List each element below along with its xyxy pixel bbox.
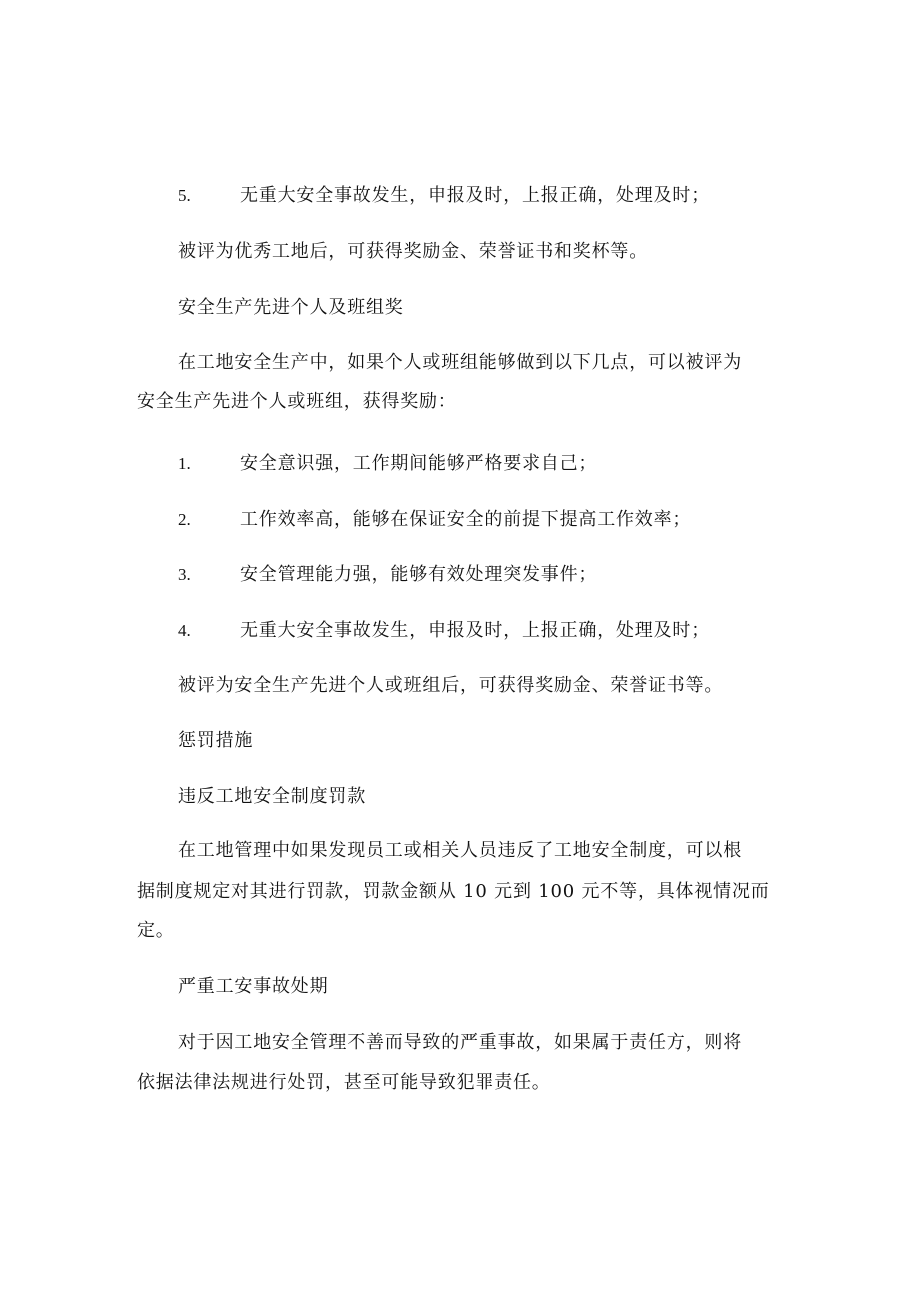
- list-item-text: 安全意识强，工作期间能够严格要求自己；: [240, 453, 598, 474]
- paragraph-fine-line-2: 据制度规定对其进行罚款，罚款金额从 10 元到 100 元不等，具体视情况而: [137, 881, 770, 902]
- section-title-individual-award: 安全生产先进个人及班组奖: [178, 297, 404, 318]
- subsection-title-fine: 违反工地安全制度罚款: [178, 786, 366, 807]
- subsection-title-accident: 严重工安事故处期: [178, 976, 329, 997]
- paragraph-fine-line-1: 在工地管理中如果发现员工或相关人员违反了工地安全制度，可以根: [178, 840, 742, 861]
- paragraph-award-site: 被评为优秀工地后，可获得奖励金、荣誉证书和奖杯等。: [178, 241, 648, 262]
- paragraph-intro-line-1: 在工地安全生产中，如果个人或班组能够做到以下几点，可以被评为: [178, 352, 742, 373]
- list-item-text: 无重大安全事故发生，申报及时，上报正确，处理及时；: [240, 185, 710, 206]
- paragraph-award-individual: 被评为安全生产先进个人或班组后，可获得奖励金、荣誉证书等。: [178, 675, 724, 696]
- section-title-penalty: 惩罚措施: [178, 730, 254, 751]
- list-item-number: 1.: [178, 454, 191, 473]
- paragraph-intro-line-2: 安全生产先进个人或班组，获得奖励：: [137, 391, 457, 412]
- list-item-text: 安全管理能力强，能够有效处理突发事件；: [240, 564, 598, 585]
- paragraph-accident-line-1: 对于因工地安全管理不善而导致的严重事故，如果属于责任方，则将: [178, 1032, 742, 1053]
- paragraph-accident-line-2: 依据法律法规进行处罚，甚至可能导致犯罪责任。: [137, 1072, 551, 1093]
- list-item-text: 工作效率高，能够在保证安全的前提下提高工作效率；: [240, 509, 692, 530]
- list-item-text: 无重大安全事故发生，申报及时，上报正确，处理及时；: [240, 620, 710, 641]
- paragraph-fine-line-3: 定。: [137, 920, 175, 941]
- list-item-number: 5.: [178, 186, 191, 205]
- list-item-number: 4.: [178, 621, 191, 640]
- list-item-number: 2.: [178, 510, 191, 529]
- list-item-number: 3.: [178, 565, 191, 584]
